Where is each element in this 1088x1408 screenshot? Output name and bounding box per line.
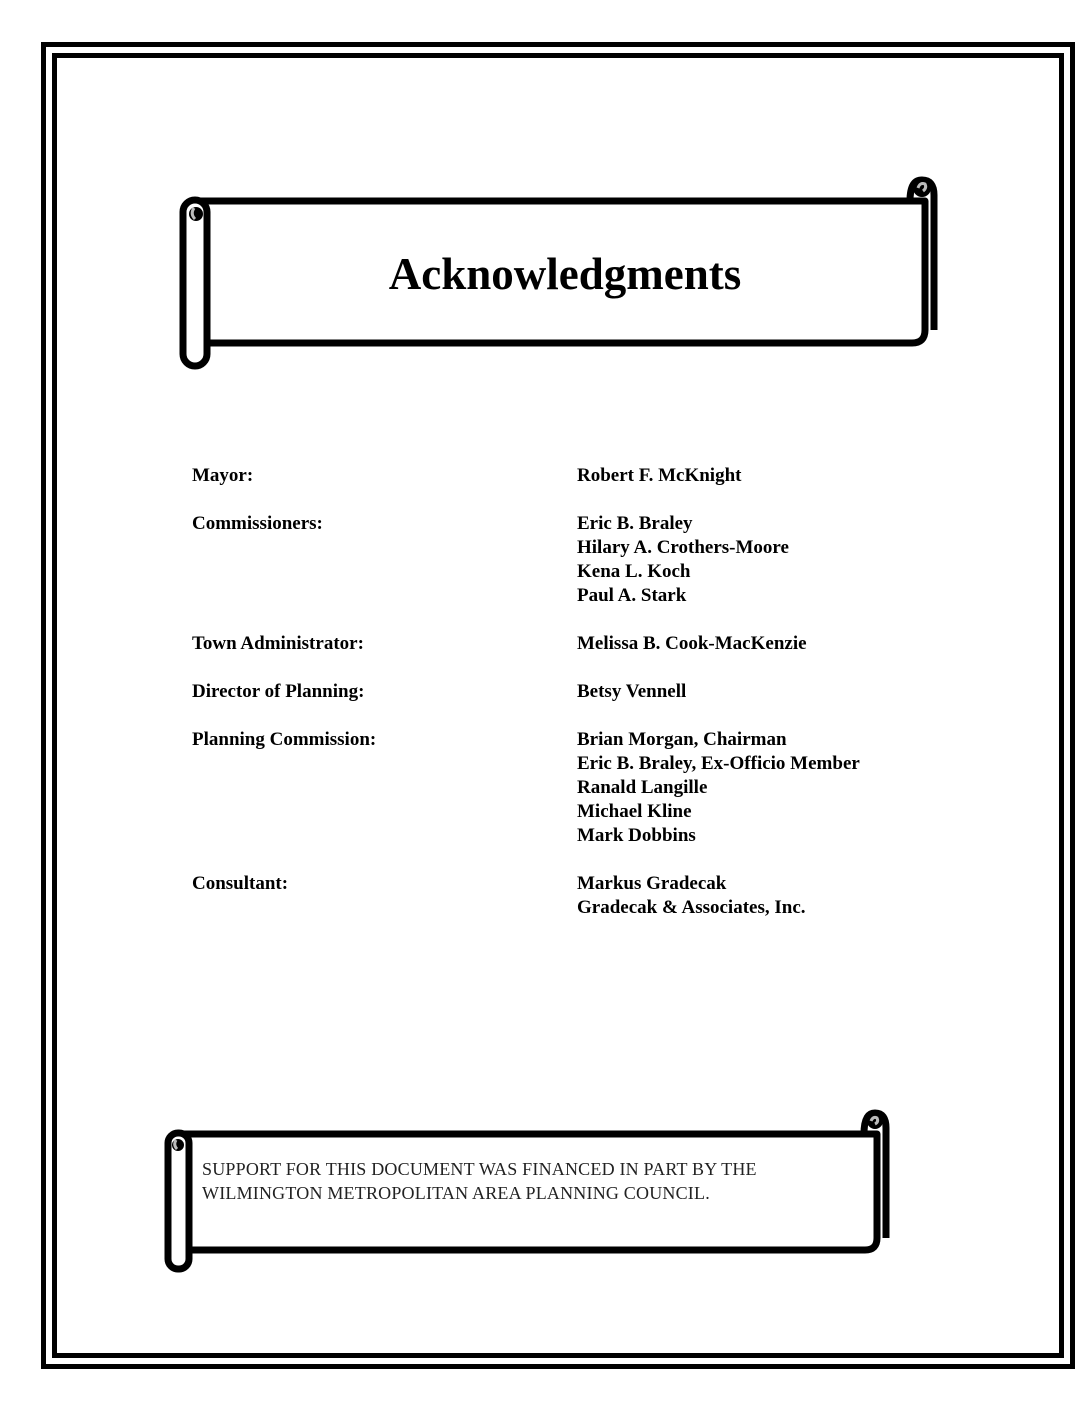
name-list — [577, 512, 789, 608]
person-name: Ranald Langille — [577, 777, 708, 798]
roster-row-planning-commission — [192, 728, 952, 848]
person-name: Paul A. Stark — [577, 585, 687, 606]
name-list — [577, 872, 806, 920]
person-name: Eric B. Braley, Ex-Officio Member — [577, 753, 860, 774]
role-label: Town Administrator: — [192, 633, 364, 654]
role-label: Commissioners: — [192, 513, 323, 534]
role-label: Planning Commission: — [192, 729, 377, 750]
funding-note-line-1: SUPPORT FOR THIS DOCUMENT WAS FINANCED IN PART BY THE — [202, 1159, 757, 1179]
person-name: Mark Dobbins — [577, 825, 696, 846]
roster-row-commissioners — [192, 512, 952, 608]
funding-note-line-2: WILMINGTON METROPOLITAN AREA PLANNING COUNCIL. — [202, 1183, 710, 1203]
roster-row-consultant — [192, 872, 952, 920]
person-name: Michael Kline — [577, 801, 692, 822]
page-title: Acknowledgments — [388, 249, 742, 299]
role-label: Director of Planning: — [192, 681, 365, 702]
name-list — [577, 728, 860, 848]
name-list — [577, 464, 741, 488]
person-name: Markus Gradecak — [577, 873, 727, 894]
person-name: Robert F. McKnight — [577, 465, 742, 486]
person-name: Brian Morgan, Chairman — [577, 729, 787, 750]
roster-row-mayor — [192, 464, 952, 488]
funding-note — [202, 1157, 882, 1205]
roster-row-town-administrator — [192, 632, 952, 656]
name-list — [577, 680, 686, 704]
role-label: Mayor: — [192, 465, 254, 486]
role-label: Consultant: — [192, 873, 289, 894]
person-name: Hilary A. Crothers-Moore — [577, 537, 789, 558]
acknowledgments-roster — [192, 464, 952, 944]
person-name: Eric B. Braley — [577, 513, 693, 534]
person-name: Betsy Vennell — [577, 681, 687, 702]
name-list — [577, 632, 807, 656]
person-name: Gradecak & Associates, Inc. — [577, 897, 806, 918]
person-name: Melissa B. Cook-MacKenzie — [577, 633, 807, 654]
roster-row-director-of-planning — [192, 680, 952, 704]
person-name: Kena L. Koch — [577, 561, 691, 582]
